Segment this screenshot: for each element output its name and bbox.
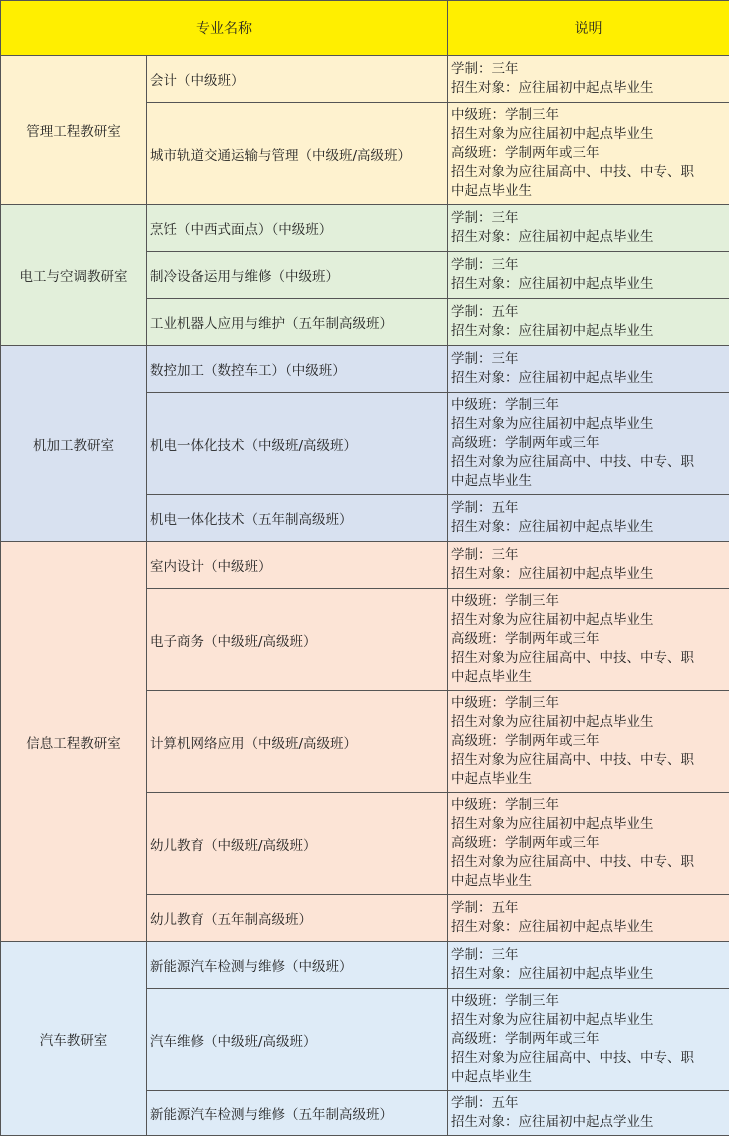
header-major-name: 专业名称 xyxy=(1,1,448,56)
description-line: 招生对象：应往届初中起点毕业生 xyxy=(451,369,726,388)
description-line: 招生对象：应往届初中起点毕业生 xyxy=(451,565,726,584)
header-row xyxy=(1,1,729,56)
major-name-cell: 幼儿教育（中级班/高级班） xyxy=(147,793,448,895)
department-cell: 机加工教研室 xyxy=(1,346,147,542)
description-line: 高级班：学制两年或三年 xyxy=(451,434,726,453)
description-line: 学制：三年 xyxy=(451,350,726,369)
description-line: 招生对象为应往届初中起点毕业生 xyxy=(451,1011,726,1030)
description-line: 招生对象：应往届初中起点学业生 xyxy=(451,1113,726,1132)
description-line: 中起点毕业生 xyxy=(451,872,726,891)
major-name-cell: 计算机网络应用（中级班/高级班） xyxy=(147,691,448,793)
description-cell xyxy=(448,103,729,205)
major-name-cell: 室内设计（中级班） xyxy=(147,542,448,589)
description-line: 招生对象为应往届初中起点毕业生 xyxy=(451,713,726,732)
description-cell xyxy=(448,393,729,495)
major-name-cell: 机电一体化技术（五年制高级班） xyxy=(147,495,448,542)
description-line: 招生对象：应往届初中起点毕业生 xyxy=(451,518,726,537)
department-cell: 管理工程教研室 xyxy=(1,56,147,205)
description-line: 学制：三年 xyxy=(451,256,726,275)
department-cell: 电工与空调教研室 xyxy=(1,205,147,346)
description-cell xyxy=(448,1091,729,1136)
description-line: 高级班：学制两年或三年 xyxy=(451,630,726,649)
description-line: 中起点毕业生 xyxy=(451,182,726,201)
description-line: 学制：五年 xyxy=(451,499,726,518)
table-row xyxy=(1,56,729,103)
description-line: 学制：三年 xyxy=(451,209,726,228)
description-line: 招生对象：应往届初中起点毕业生 xyxy=(451,965,726,984)
major-name-cell: 烹饪（中西式面点）（中级班） xyxy=(147,205,448,252)
description-line: 学制：五年 xyxy=(451,1094,726,1113)
description-line: 招生对象为应往届高中、中技、中专、职 xyxy=(451,853,726,872)
description-cell xyxy=(448,56,729,103)
description-line: 招生对象：应往届初中起点毕业生 xyxy=(451,228,726,247)
description-cell xyxy=(448,542,729,589)
description-line: 中起点毕业生 xyxy=(451,472,726,491)
table-row xyxy=(1,942,729,989)
description-line: 中起点毕业生 xyxy=(451,770,726,789)
description-line: 高级班：学制两年或三年 xyxy=(451,732,726,751)
major-name-cell: 城市轨道交通运输与管理（中级班/高级班） xyxy=(147,103,448,205)
description-line: 高级班：学制两年或三年 xyxy=(451,1030,726,1049)
major-name-cell: 制冷设备运用与维修（中级班） xyxy=(147,252,448,299)
major-name-cell: 新能源汽车检测与维修（中级班） xyxy=(147,942,448,989)
table-row xyxy=(1,346,729,393)
major-name-cell: 电子商务（中级班/高级班） xyxy=(147,589,448,691)
description-line: 学制：五年 xyxy=(451,303,726,322)
description-line: 学制：三年 xyxy=(451,946,726,965)
header-description: 说明 xyxy=(448,1,729,56)
description-line: 学制：五年 xyxy=(451,899,726,918)
description-line: 高级班：学制两年或三年 xyxy=(451,144,726,163)
major-name-cell: 幼儿教育（五年制高级班） xyxy=(147,895,448,942)
description-line: 招生对象：应往届初中起点毕业生 xyxy=(451,322,726,341)
description-cell xyxy=(448,252,729,299)
description-line: 招生对象为应往届高中、中技、中专、职 xyxy=(451,649,726,668)
description-cell xyxy=(448,942,729,989)
description-line: 中级班：学制三年 xyxy=(451,694,726,713)
description-line: 招生对象为应往届初中起点毕业生 xyxy=(451,815,726,834)
description-line: 招生对象为应往届高中、中技、中专、职 xyxy=(451,751,726,770)
department-cell: 信息工程教研室 xyxy=(1,542,147,942)
description-cell xyxy=(448,299,729,346)
description-line: 中级班：学制三年 xyxy=(451,592,726,611)
description-line: 中起点毕业生 xyxy=(451,1068,726,1087)
description-line: 招生对象为应往届初中起点毕业生 xyxy=(451,415,726,434)
description-line: 招生对象：应往届初中起点毕业生 xyxy=(451,79,726,98)
description-cell xyxy=(448,346,729,393)
major-name-cell: 工业机器人应用与维护（五年制高级班） xyxy=(147,299,448,346)
major-name-cell: 机电一体化技术（中级班/高级班） xyxy=(147,393,448,495)
department-cell: 汽车教研室 xyxy=(1,942,147,1136)
description-cell xyxy=(448,895,729,942)
description-line: 学制：三年 xyxy=(451,546,726,565)
table-body xyxy=(1,56,729,1136)
table-row xyxy=(1,542,729,589)
description-line: 中起点毕业生 xyxy=(451,668,726,687)
description-line: 中级班：学制三年 xyxy=(451,992,726,1011)
description-cell xyxy=(448,589,729,691)
description-cell xyxy=(448,495,729,542)
description-line: 招生对象为应往届高中、中技、中专、职 xyxy=(451,163,726,182)
description-cell xyxy=(448,205,729,252)
major-name-cell: 会计（中级班） xyxy=(147,56,448,103)
major-name-cell: 新能源汽车检测与维修（五年制高级班） xyxy=(147,1091,448,1136)
description-line: 招生对象为应往届高中、中技、中专、职 xyxy=(451,453,726,472)
description-line: 招生对象：应往届初中起点毕业生 xyxy=(451,275,726,294)
description-cell xyxy=(448,989,729,1091)
description-line: 招生对象为应往届初中起点毕业生 xyxy=(451,611,726,630)
description-cell xyxy=(448,691,729,793)
description-line: 中级班：学制三年 xyxy=(451,106,726,125)
description-line: 高级班：学制两年或三年 xyxy=(451,834,726,853)
description-line: 招生对象：应往届初中起点毕业生 xyxy=(451,918,726,937)
major-name-cell: 数控加工（数控车工）（中级班） xyxy=(147,346,448,393)
description-line: 招生对象为应往届初中起点毕业生 xyxy=(451,125,726,144)
description-line: 中级班：学制三年 xyxy=(451,796,726,815)
description-line: 招生对象为应往届高中、中技、中专、职 xyxy=(451,1049,726,1068)
description-cell xyxy=(448,793,729,895)
description-line: 学制：三年 xyxy=(451,60,726,79)
table-row xyxy=(1,205,729,252)
description-line: 中级班：学制三年 xyxy=(451,396,726,415)
major-name-cell: 汽车维修（中级班/高级班） xyxy=(147,989,448,1091)
